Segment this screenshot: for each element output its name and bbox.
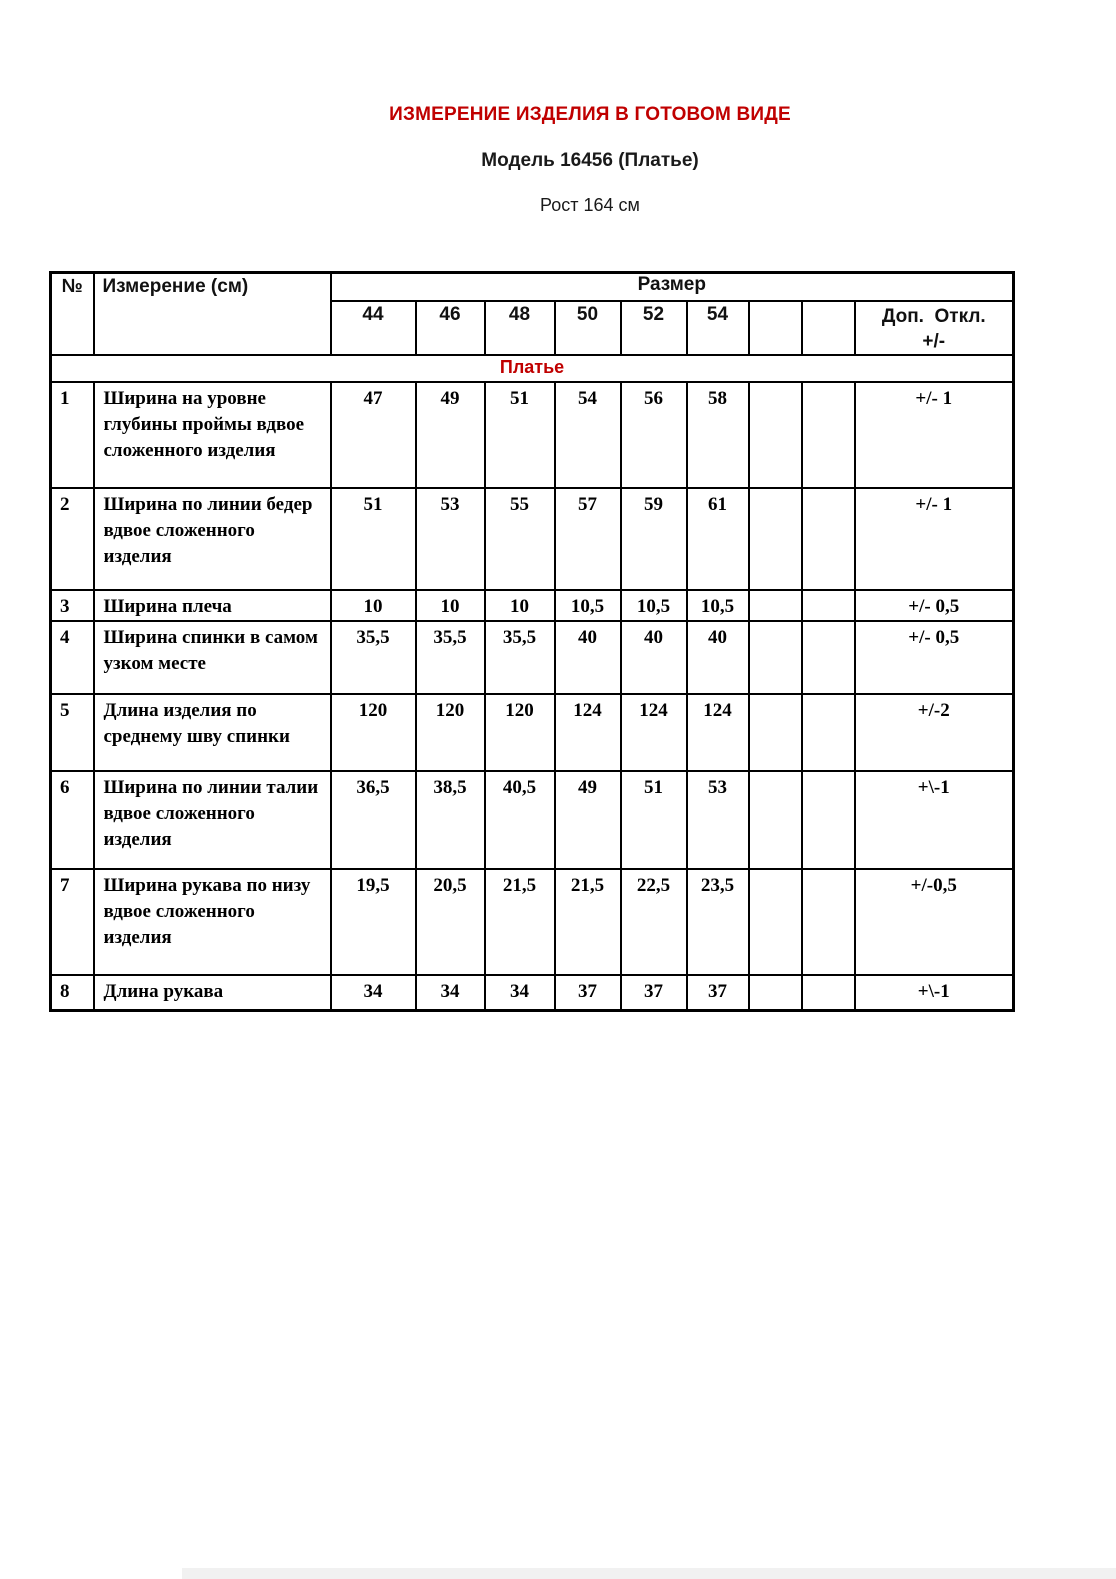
- size-value: 51: [485, 382, 555, 488]
- empty-cell: [749, 382, 802, 488]
- col-header-size-44: 44: [331, 301, 416, 355]
- col-header-size-46: 46: [416, 301, 485, 355]
- header-row-top: [51, 273, 1014, 301]
- empty-header-cell: [802, 301, 855, 355]
- size-value: 53: [687, 771, 749, 869]
- empty-cell: [802, 975, 855, 1011]
- size-value: 10: [485, 590, 555, 621]
- empty-cell: [749, 488, 802, 590]
- size-value: 10,5: [621, 590, 687, 621]
- row-number: 5: [51, 694, 94, 771]
- size-value: 51: [621, 771, 687, 869]
- measurement-name: Ширина по линии бедер вдвое сложенного изделия: [94, 488, 331, 590]
- empty-cell: [802, 590, 855, 621]
- size-value: 47: [331, 382, 416, 488]
- size-value: 37: [555, 975, 621, 1011]
- size-value: 124: [621, 694, 687, 771]
- measurement-name: Ширина на уровне глубины проймы вдвое сложенного изделия: [94, 382, 331, 488]
- size-value: 21,5: [485, 869, 555, 975]
- size-value: 23,5: [687, 869, 749, 975]
- size-value: 37: [687, 975, 749, 1011]
- table-row: [51, 621, 1014, 694]
- section-row: [51, 355, 1014, 382]
- table-row: [51, 975, 1014, 1011]
- empty-cell: [802, 488, 855, 590]
- size-value: 10,5: [687, 590, 749, 621]
- measurement-name: Ширина по линии талии вдвое сложенного изделия: [94, 771, 331, 869]
- size-value: 20,5: [416, 869, 485, 975]
- size-value: 40: [621, 621, 687, 694]
- table-row: [51, 590, 1014, 621]
- section-label: Платье: [51, 355, 1014, 382]
- size-value: 120: [331, 694, 416, 771]
- col-header-size-group: Размер: [331, 273, 1014, 301]
- empty-cell: [749, 771, 802, 869]
- table-row: [51, 771, 1014, 869]
- model-subtitle: Модель 16456 (Платье): [481, 150, 699, 171]
- col-header-size-50: 50: [555, 301, 621, 355]
- size-value: 10,5: [555, 590, 621, 621]
- size-value: 124: [687, 694, 749, 771]
- col-header-tolerance: [855, 301, 1014, 355]
- size-value: 120: [485, 694, 555, 771]
- size-value: 58: [687, 382, 749, 488]
- size-value: 61: [687, 488, 749, 590]
- empty-cell: [749, 621, 802, 694]
- measurement-name: Длина рукава: [94, 975, 331, 1011]
- size-value: 35,5: [416, 621, 485, 694]
- row-number: 8: [51, 975, 94, 1011]
- row-number: 3: [51, 590, 94, 621]
- size-value: 34: [331, 975, 416, 1011]
- size-value: 10: [416, 590, 485, 621]
- size-value: 40,5: [485, 771, 555, 869]
- tolerance-header-line1: Доп. Откл.: [881, 305, 986, 327]
- tolerance-value: +/-0,5: [855, 869, 1014, 975]
- measurement-name: Ширина плеча: [94, 590, 331, 621]
- size-value: 40: [687, 621, 749, 694]
- size-value: 124: [555, 694, 621, 771]
- size-value: 40: [555, 621, 621, 694]
- tolerance-value: +/- 1: [855, 382, 1014, 488]
- size-value: 54: [555, 382, 621, 488]
- empty-cell: [802, 771, 855, 869]
- tolerance-value: +\-1: [855, 975, 1014, 1011]
- size-value: 120: [416, 694, 485, 771]
- tolerance-value: +\-1: [855, 771, 1014, 869]
- size-value: 35,5: [331, 621, 416, 694]
- size-value: 34: [416, 975, 485, 1011]
- document-headings: [0, 104, 1116, 216]
- row-number: 1: [51, 382, 94, 488]
- empty-cell: [749, 975, 802, 1011]
- measurements-table: [49, 271, 1015, 1012]
- empty-cell: [749, 694, 802, 771]
- size-value: 49: [555, 771, 621, 869]
- measurement-name: Ширина спинки в самом узком месте: [94, 621, 331, 694]
- size-value: 19,5: [331, 869, 416, 975]
- empty-cell: [749, 869, 802, 975]
- size-value: 49: [416, 382, 485, 488]
- measurement-name: Длина изделия по среднему шву спинки: [94, 694, 331, 771]
- row-number: 7: [51, 869, 94, 975]
- col-header-number: №: [51, 273, 94, 355]
- size-value: 53: [416, 488, 485, 590]
- empty-cell: [802, 621, 855, 694]
- scan-edge-artifact: [182, 1568, 1116, 1579]
- col-header-size-54: 54: [687, 301, 749, 355]
- col-header-size-48: 48: [485, 301, 555, 355]
- empty-cell: [802, 382, 855, 488]
- size-value: 57: [555, 488, 621, 590]
- row-number: 2: [51, 488, 94, 590]
- empty-cell: [802, 869, 855, 975]
- size-value: 22,5: [621, 869, 687, 975]
- page-title: ИЗМЕРЕНИЕ ИЗДЕЛИЯ В ГОТОВОМ ВИДЕ: [389, 104, 791, 125]
- size-value: 36,5: [331, 771, 416, 869]
- tolerance-value: +/- 0,5: [855, 590, 1014, 621]
- empty-header-cell: [749, 301, 802, 355]
- col-header-measurement: Измерение (см): [94, 273, 331, 355]
- height-note: Рост 164 см: [540, 195, 640, 215]
- size-value: 10: [331, 590, 416, 621]
- tolerance-value: +/-2: [855, 694, 1014, 771]
- size-value: 35,5: [485, 621, 555, 694]
- size-value: 37: [621, 975, 687, 1011]
- tolerance-value: +/- 0,5: [855, 621, 1014, 694]
- size-value: 51: [331, 488, 416, 590]
- table-row: [51, 382, 1014, 488]
- size-value: 34: [485, 975, 555, 1011]
- size-value: 21,5: [555, 869, 621, 975]
- size-value: 38,5: [416, 771, 485, 869]
- size-value: 55: [485, 488, 555, 590]
- measurement-name: Ширина рукава по низу вдвое сложенного изделия: [94, 869, 331, 975]
- table-row: [51, 488, 1014, 590]
- table-row: [51, 869, 1014, 975]
- col-header-size-52: 52: [621, 301, 687, 355]
- tolerance-value: +/- 1: [855, 488, 1014, 590]
- row-number: 6: [51, 771, 94, 869]
- table-row: [51, 694, 1014, 771]
- row-number: 4: [51, 621, 94, 694]
- empty-cell: [749, 590, 802, 621]
- size-value: 56: [621, 382, 687, 488]
- size-value: 59: [621, 488, 687, 590]
- tolerance-header-line2: +/-: [922, 330, 946, 352]
- empty-cell: [802, 694, 855, 771]
